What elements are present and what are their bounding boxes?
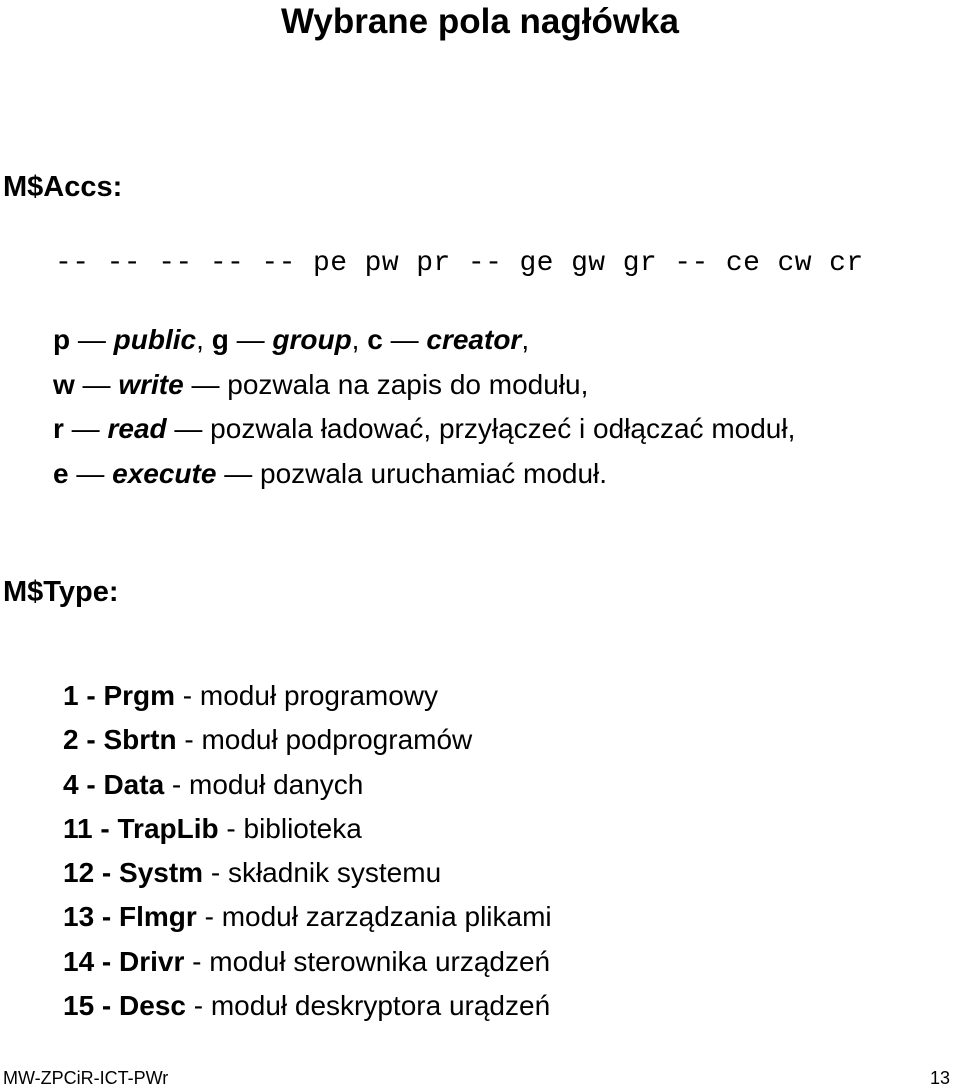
module-type-list [63, 674, 552, 1028]
perm-code: g [211, 324, 229, 355]
type-desc: - biblioteka [218, 812, 362, 844]
type-item-desc [63, 984, 552, 1028]
perm-term: creator [426, 324, 522, 355]
perm-term: execute [112, 457, 217, 489]
accs-section-label: M$Accs: [3, 171, 123, 203]
perm-code: c [367, 324, 383, 355]
type-item-sbrtn [63, 718, 552, 762]
perm-term: read [107, 413, 167, 444]
perm-term: public [113, 324, 197, 355]
perm-dash: — [70, 324, 114, 355]
perm-code: e [53, 457, 69, 489]
type-code: 13 - Flmgr [63, 901, 197, 933]
perm-term: write [118, 368, 184, 400]
type-desc: - moduł deskryptora urądzeń [185, 990, 551, 1022]
type-code: 1 - Prgm [63, 680, 176, 711]
type-item-prgm [63, 674, 552, 718]
perm-code: w [53, 368, 75, 400]
type-item-traplib [63, 807, 552, 851]
type-code: 15 - Desc [63, 990, 186, 1022]
permission-line-write [53, 363, 795, 408]
perm-sep: , [196, 324, 212, 355]
page-title: Wybrane pola nagłówka [280, 2, 680, 41]
permission-line-owner [53, 318, 795, 363]
type-code: 4 - Data [63, 768, 165, 800]
perm-dash: — [68, 457, 113, 489]
permission-list [53, 318, 795, 496]
type-desc: - składnik systemu [203, 857, 442, 889]
footer-course-id: MW-ZPCiR-ICT-PWr [3, 1068, 169, 1088]
perm-sep: , [521, 324, 530, 355]
perm-sep: , [351, 324, 368, 355]
footer-page-number: 13 [929, 1068, 950, 1088]
perm-description: — pozwala na zapis do modułu, [183, 368, 589, 400]
type-code: 2 - Sbrtn [63, 724, 177, 756]
type-item-systm [63, 851, 552, 895]
type-desc: - moduł programowy [175, 680, 439, 711]
type-desc: - moduł podprogramów [176, 724, 473, 756]
type-item-drivr [63, 940, 552, 984]
perm-term: group [272, 324, 352, 355]
perm-dash: — [63, 413, 108, 444]
perm-code: p [53, 324, 71, 355]
perm-code: r [53, 413, 64, 444]
permission-line-execute [53, 452, 795, 497]
type-desc: - moduł zarządzania plikami [196, 901, 552, 933]
type-desc: - moduł sterownika urządzeń [184, 945, 551, 977]
perm-description: — pozwala uruchamiać moduł. [216, 457, 608, 489]
type-item-data [63, 763, 552, 807]
permission-line-read [53, 407, 795, 452]
type-section-label: M$Type: [3, 576, 119, 608]
type-code: 12 - Systm [63, 857, 204, 889]
perm-dash: — [382, 324, 427, 355]
perm-dash: — [74, 368, 119, 400]
type-desc: - moduł danych [164, 768, 364, 800]
type-code: 11 - TrapLib [63, 812, 219, 844]
type-item-flmgr [63, 895, 552, 939]
type-code: 14 - Drivr [63, 945, 185, 977]
perm-dash: — [228, 324, 273, 355]
accs-bit-layout: -- -- -- -- -- pe pw pr -- ge gw gr -- ce cw cr [55, 248, 864, 279]
perm-description: — pozwala ładować, przyłączeć i odłączać moduł, [166, 413, 796, 444]
